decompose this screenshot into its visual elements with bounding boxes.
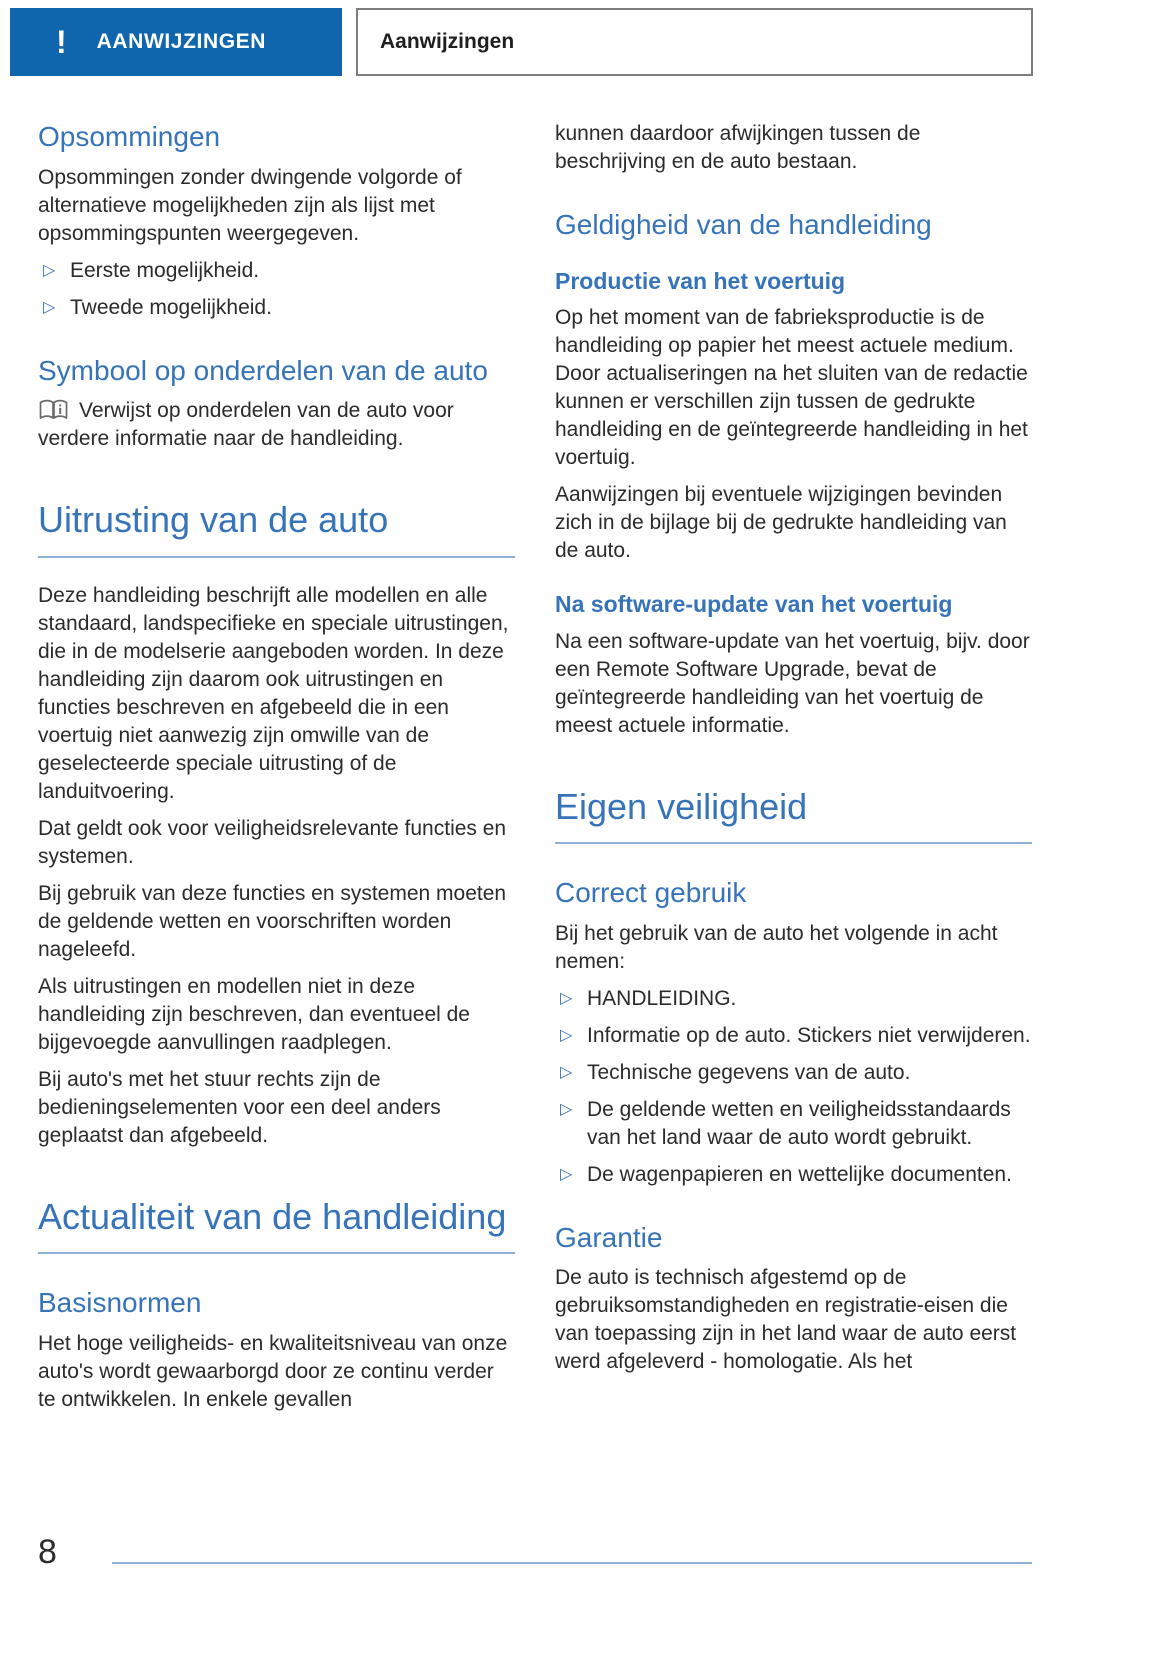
list-item [38, 294, 515, 322]
correct-gebruik-list [555, 985, 1032, 1189]
paragraph-correct-gebruik: Bij het gebruik van de auto het volgende in acht nemen: [555, 921, 998, 973]
heading-correct-gebruik: Correct gebruik [555, 877, 747, 909]
manual-page [0, 8, 1165, 1571]
list-item-text: Eerste mogelijkheid. [70, 258, 260, 282]
triangle-bullet-icon: ▷ [43, 261, 56, 279]
triangle-bullet-icon: ▷ [560, 1100, 573, 1118]
paragraph-productie-1: Op het moment van de fabrieksproductie is de handleiding op papier het meest actuele medium. Door actualiseringen na het sluiten van de redactie kunnen er verschillen zijn tussen de gedrukte handleiding en de geïntegreerde handleiding in het voertuig. [555, 306, 1028, 470]
left-column [38, 120, 515, 1423]
list-item-text: De wagenpapieren en wettelijke documenten. [587, 1162, 1012, 1186]
triangle-bullet-icon: ▷ [560, 1026, 573, 1044]
heading-opsommingen: Opsommingen [38, 121, 221, 152]
list-item-text: Informatie op de auto. Stickers niet verwijderen. [587, 1023, 1031, 1047]
heading-productie: Productie van het voertuig [555, 267, 846, 294]
list-item-text: Tweede mogelijkheid. [70, 295, 272, 319]
list-item [555, 1022, 1032, 1050]
paragraph-uitrusting-1: Deze handleiding beschrijft alle modellen en alle standaard, landspecifieke en speciale uitrustingen, die in de modelserie aangeboden worden. In deze handleiding zijn daarom ook uitrustingen en functies beschreven en afgebeeld die in een voertuig niet aanwezig zijn omwille van de geselecteerde speciale uitrusting of de landuitvoering. [38, 583, 509, 803]
exclamation-icon: ! [56, 24, 67, 60]
triangle-bullet-icon: ▷ [560, 1063, 573, 1081]
paragraph-uitrusting-3: Bij gebruik van deze functies en systemen moeten de geldende wetten en voorschriften worden nageleefd. [38, 881, 507, 961]
paragraph-continuation: kunnen daardoor afwijkingen tussen de beschrijving en de auto bestaan. [555, 122, 921, 173]
opsommingen-list [38, 257, 515, 322]
triangle-bullet-icon: ▷ [560, 1165, 573, 1183]
heading-basisnormen: Basisnormen [38, 1287, 202, 1319]
running-title-text: Aanwijzingen [380, 30, 515, 53]
triangle-bullet-icon: ▷ [43, 298, 56, 316]
page-header [10, 8, 1033, 76]
paragraph-symbool [38, 397, 515, 453]
footer-rule [112, 1562, 1032, 1564]
list-item [38, 257, 515, 285]
paragraph-symbool-text: Verwijst op onderdelen van de auto voor verdere informatie naar de handleiding. [38, 399, 454, 451]
paragraph-productie-2: Aanwijzingen bij eventuele wijzigingen bevinden zich in de bijlage bij de gedrukte handleiding van de auto. [555, 483, 1007, 563]
content-columns [0, 120, 1165, 1423]
heading-actualiteit: Actualiteit van de handleiding [38, 1196, 515, 1254]
list-item [555, 985, 1032, 1013]
running-title-box [356, 8, 1033, 76]
page-footer [38, 1535, 1032, 1569]
heading-eigen-veiligheid: Eigen veiligheid [555, 786, 1032, 844]
heading-geldigheid: Geldigheid van de handleiding [555, 209, 932, 240]
chapter-banner-label: AANWIJZINGEN [96, 30, 267, 53]
heading-software-update: Na software-update van het voertuig [555, 591, 953, 618]
list-item [555, 1096, 1032, 1152]
paragraph-software-update: Na een software-update van het voertuig, bijv. door een Remote Software Upgrade, bevat de geïntegreerde handleiding van het voertuig de meest actuele informatie. [555, 629, 1030, 737]
paragraph-uitrusting-2: Dat geldt ook voor veiligheidsrelevante functies en systemen. [38, 816, 507, 868]
paragraph-uitrusting-4: Als uitrustingen en modellen niet in deze handleiding zijn beschreven, dan eventueel de bijgevoegde aanvullingen raadplegen. [38, 974, 470, 1054]
list-item-text: De geldende wetten en veiligheidsstandaards van het land waar de auto wordt gebruikt. [587, 1097, 1011, 1149]
right-column [555, 120, 1032, 1423]
paragraph-basisnormen: Het hoge veiligheids- en kwaliteitsniveau van onze auto's wordt gewaarborgd door ze continu verder te ontwikkelen. In enkele gevallen [38, 1331, 508, 1411]
manual-book-icon [38, 399, 79, 422]
heading-symbool: Symbool op onderdelen van de auto [38, 354, 488, 386]
paragraph-uitrusting-5: Bij auto's met het stuur rechts zijn de bedieningselementen voor een deel anders geplaatst dan afgebeeld. [38, 1067, 441, 1147]
paragraph-garantie: De auto is technisch afgestemd op de gebruiksomstandigheden en registratie-eisen die van toepassing zijn in het land waar de auto eerst werd afgeleverd - homologatie. Als het [555, 1266, 1017, 1374]
list-item-text: HANDLEIDING. [587, 986, 737, 1010]
heading-garantie: Garantie [555, 1221, 663, 1253]
list-item [555, 1161, 1032, 1189]
heading-uitrusting: Uitrusting van de auto [38, 499, 515, 557]
triangle-bullet-icon: ▷ [560, 989, 573, 1007]
chapter-banner [10, 8, 342, 76]
list-item [555, 1059, 1032, 1087]
paragraph-opsommingen: Opsommingen zonder dwingende volgorde of alternatieve mogelijkheden zijn als lijst met opsommingspunten weergegeven. [38, 165, 462, 245]
page-number: 8 [38, 1533, 57, 1571]
list-item-text: Technische gegevens van de auto. [587, 1060, 911, 1084]
